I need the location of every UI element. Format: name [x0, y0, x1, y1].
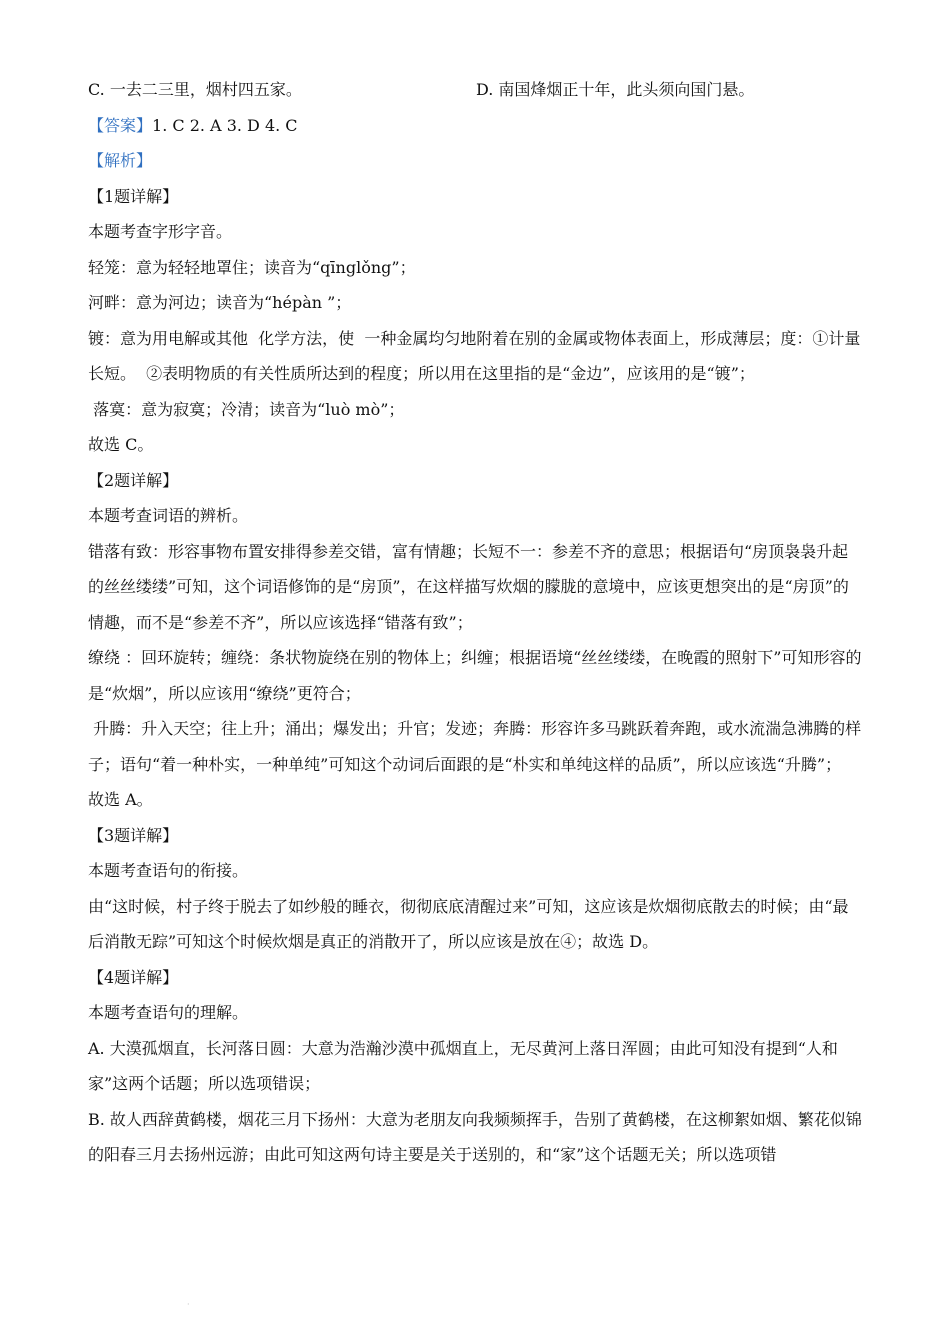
answer-tag: 【答案】 [88, 115, 153, 135]
document-body [88, 72, 863, 1173]
option-c: C. 一去二三里，烟村四五家。 [88, 80, 302, 99]
paragraph: 镀：意为用电解或其他 化学方法，使 一种金属均匀地附着在别的金属或物体表面上，形成薄层；度：①计量长短。 ②表明物质的有关性质所达到的程度；所以用在这里指的是“金边”，应该用的是“镀”； [88, 328, 861, 383]
analysis-tag: 【解析】 [88, 151, 153, 170]
paragraph: 升腾：升入天空；往上升；涌出；爆发出；升官；发迹；奔腾：形容许多马跳跃着奔跑，或水流湍急沸腾的样子；语句“着一种朴实，一种单纯”可知这个动词后面跟的是“朴实和单纯这样的品质”，所以应该选“升腾”； [88, 719, 862, 774]
paragraph: A. 大漠孤烟直，长河落日圆：大意为浩瀚沙漠中孤烟直上，无尽黄河上落日浑圆；由此可知没有提到“人和家”这两个话题；所以选项错误； [88, 1038, 838, 1093]
paragraph: 本题考查语句的衔接。 [88, 861, 249, 880]
paragraph: 河畔：意为河边；读音为“hépàn ”； [88, 293, 352, 312]
q4-heading: 【4题详解】 [88, 967, 179, 987]
answer-line [88, 108, 863, 144]
footer-mark: · [187, 1300, 190, 1309]
options-row [88, 72, 863, 108]
q2-heading: 【2题详解】 [88, 470, 179, 490]
paragraph: 轻笼：意为轻轻地罩住；读音为“qīnglǒng”； [88, 257, 416, 277]
paragraph: 本题考查字形字音。 [88, 222, 233, 241]
paragraph: 本题考查词语的辨析。 [88, 506, 249, 525]
q1-heading: 【1题详解】 [88, 186, 179, 206]
paragraph: B. 故人西辞黄鹤楼，烟花三月下扬州：大意为老朋友向我频频挥手，告别了黄鹤楼，在这柳絮如烟、繁花似锦的阳春三月去扬州远游；由此可知这两句诗主要是关于送别的，和“家”这个话题无关；所以选项错 [88, 1109, 862, 1164]
paragraph: 故选 A。 [88, 790, 153, 809]
paragraph: 缭绕 ：回环旋转；缠绕：条状物旋绕在别的物体上；纠缠；根据语境“丝丝缕缕，在晚霞的照射下”可知形容的是“炊烟”，所以应该用“缭绕”更符合； [88, 648, 862, 703]
paragraph: 本题考查语句的理解。 [88, 1003, 249, 1022]
paragraph: 错落有致：形容事物布置安排得参差交错，富有情趣；长短不一：参差不齐的意思；根据语句“房顶袅袅升起的丝丝缕缕”可知，这个词语修饰的是“房顶”，在这样描写炊烟的朦胧的意境中，应该更想突出的是“房顶”的情趣，而不是“参差不齐”，所以应该选择“错落有致”； [88, 541, 849, 632]
paragraph: 故选 C。 [88, 435, 154, 454]
answer-text: 1. C 2. A 3. D 4. C [152, 115, 298, 135]
q3-heading: 【3题详解】 [88, 825, 179, 845]
option-d: D. 南国烽烟正十年，此头须向国门悬。 [476, 80, 755, 99]
paragraph: 落寞：意为寂寞；冷清；读音为“luò mò”； [88, 399, 405, 419]
paragraph: 由“这时候，村子终于脱去了如纱般的睡衣，彻彻底底清醒过来”可知，这应该是炊烟彻底散去的时候；由“最后消散无踪”可知这个时候炊烟是真正的消散开了，所以应该是放在④；故选 D。 [88, 896, 849, 951]
